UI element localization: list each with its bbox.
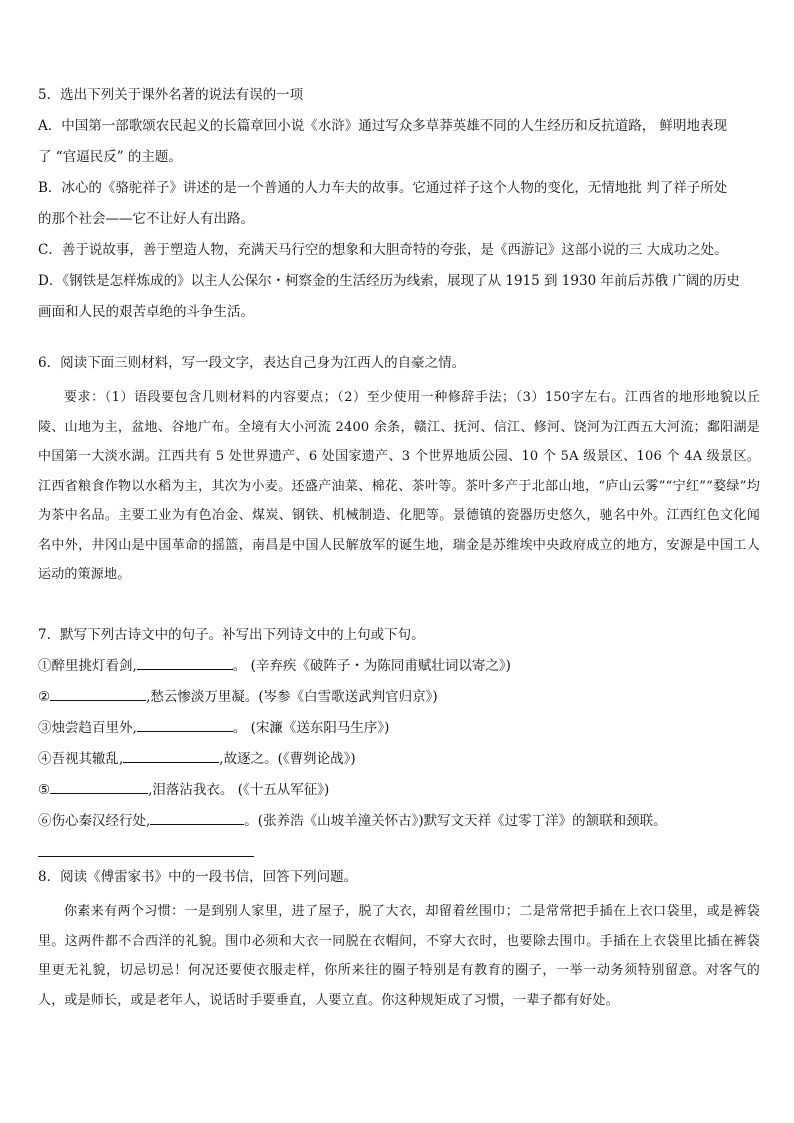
option-b-line-1: B．冰心的《骆驼祥子》讲述的是一个普通的人力车夫的故事。它通过祥子这个人物的变化，无情地批 判了祥子所处 <box>38 180 728 196</box>
poem-item-3: ③烛尝趋百里外, 。 (宋濂《送东阳马生序》) <box>38 717 760 748</box>
poem-item-1: ①醉里挑灯看剑, 。 (辛弃疾《破阵子・为陈同甫赋壮词以寄之》) <box>38 655 760 686</box>
answer-line[interactable] <box>38 856 254 857</box>
answer-blank-3[interactable] <box>137 717 233 732</box>
answer-blank-4[interactable] <box>123 748 219 763</box>
question-8-letter: 你素来有两个习惯：一是到别人家里，进了屋子，脱了大衣，却留着丝围巾；二是常常把手插在上衣口袋里，或是裤袋里。这两件都不合西洋的礼貌。围巾必须和大衣一同脱在衣帽间，不穿大衣时，也要除去围巾。手插在上衣袋里比插在裤袋里更无礼貌，切忌切忌！何况还要使衣服走样，你所来往的圈子特别是有教育的圈子，一举一动务须特别留意。对客气的人，或是师长，或是老年人，说话时手要垂直，人要立直。你这种规矩成了习惯，一辈子都有好处。 <box>38 904 760 1008</box>
option-c-line-1: C．善于说故事，善于塑造人物，充满天马行空的想象和大胆奇特的夸张，是《西游记》这部小说的三 大成功之处。 <box>38 242 728 258</box>
question-5-title: 5．选出下列关于课外名著的说法有误的一项 <box>38 87 304 103</box>
question-8-title: 8．阅读《傅雷家书》中的一段书信，回答下列问题。 <box>38 869 358 885</box>
question-8 <box>38 866 760 1015</box>
answer-blank-6[interactable] <box>150 810 244 825</box>
poem-item-6: ⑥伤心秦汉经行处, 。(张养浩《山坡羊潼关怀古》)默写文天祥《过零丁洋》的颔联和颈联。 <box>38 810 760 841</box>
question-7 <box>38 624 760 841</box>
answer-blank-2[interactable] <box>50 686 146 701</box>
option-b-line-2: 的那个社会——它不让好人有出路。 <box>38 211 254 227</box>
question-6-material: 要求：（1）语段要包含几则材料的内容要点；（2）至少使用一种修辞手法；（3）150字左右。江西省的地形地貌以丘陵、山地为主，盆地、谷地广布。全境有大小河流 2400 余条，赣江、抚河、信江、修河、饶河为江西五大河流；鄱阳湖是中国第一大淡水湖。江西共有 5 处世界遗产、6 处国家遗产、3 个世界地质公园、10 个 5A 级景区、106 个 4A 级景区。江西省粮食作物以水稻为主，其次为小麦。还盛产油菜、棉花、茶叶等。茶叶多产于北部山地，“庐山云雾”“宁红”“婺绿”均为茶中名品。主要工业为有色冶金、煤炭、钢铁、机械制造、化肥等。景德镇的瓷器历史悠久，驰名中外。江西红色文化闻名中外，井冈山是中国革命的摇篮，南昌是中国人民解放军的诞生地，瑞金是苏维埃中央政府成立的地方，安源是中国工人运动的策源地。 <box>38 390 760 582</box>
answer-blank-1[interactable] <box>137 655 233 670</box>
question-5 <box>38 84 760 332</box>
poem-item-4: ④吾视其辙乱, ,故逐之。(《曹刿论战》) <box>38 748 760 779</box>
poem-item-2: ② ,愁云惨淡万里凝。(岑参《白雪歌送武判官归京》) <box>38 686 760 717</box>
option-a-line-2: 了 “官逼民反” 的主题。 <box>38 149 182 165</box>
option-d-line-1: D．《钢铁是怎样炼成的》以主人公保尔・柯察金的生活经历为线索，展现了从 1915 到 1930 年前后苏俄 广阔的历史 <box>38 273 740 289</box>
question-6-title: 6．阅读下面三则材料，写一段文字，表达自己身为江西人的自豪之情。 <box>38 355 466 371</box>
option-d-line-2: 画面和人民的艰苦卓绝的斗争生活。 <box>38 304 254 320</box>
poem-item-5: ⑤ ,泪落沾我衣。 (《十五从军征》) <box>38 779 760 810</box>
answer-blank-5[interactable] <box>50 779 148 794</box>
option-a-line-1: A．中国第一部歌颂农民起义的长篇章回小说《水浒》通过写众多草莽英雄不同的人生经历和反抗道路， 鲜明地表现 <box>38 118 728 134</box>
question-7-title: 7．默写下列古诗文中的句子。补写出下列诗文中的上句或下句。 <box>38 627 425 643</box>
question-6 <box>38 352 760 590</box>
